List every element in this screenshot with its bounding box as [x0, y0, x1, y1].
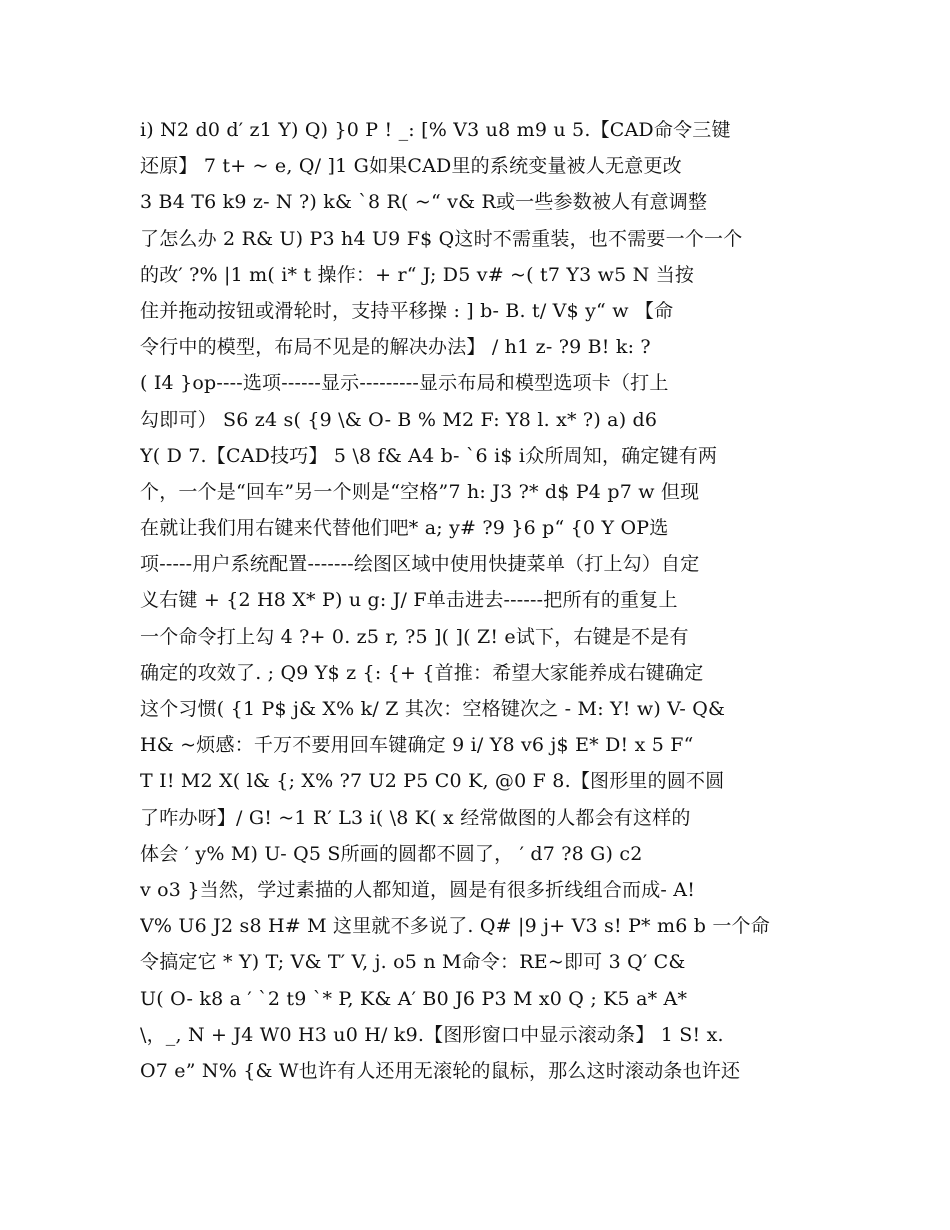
text-line-2: 还原】 7 t+ ~ e, Q/ ]1 G如果CAD里的系统变量被人无意更改: [140, 155, 682, 178]
text-line-15: 一个命令打上勾 4 ?+ 0. z5 r, ?5 ]( ]( Z! e试下，右键是不是有: [140, 625, 689, 648]
text-line-17: 这个习惯( {1 P$ j& X% k/ Z 其次：空格键次之 - M: Y! w) V- Q&: [140, 698, 726, 720]
text-line-3: 3 B4 T6 k9 z- N ?) k& `8 R( ~“ v& R或一些参数被人有意调整: [140, 191, 708, 214]
text-line-20: 了咋办呀】/ G! ~1 R′ L3 i( \8 K( x 经常做图的人都会有这样的: [140, 806, 691, 829]
text-line-8: ( I4 }op----选项------显示---------显示布局和模型选项卡（打上: [140, 372, 669, 395]
text-line-23: V% U6 J2 s8 H# M 这里就不多说了. Q# |9 j+ V3 s! P* m6 b 一个命: [140, 915, 770, 938]
text-line-9: 勾即可） S6 z4 s( {9 \& O- B % M2 F: Y8 l. x* ?) a) d6: [140, 408, 658, 431]
text-line-13: 项-----用户系统配置-------绘图区域中使用快捷菜单（打上勾）自定: [140, 553, 700, 576]
document-body: [140, 112, 812, 1089]
text-line-1: i) N2 d0 d′ z1 Y) Q) }0 P ! _: [% V3 u8 m9 u 5.【CAD命令三键: [140, 119, 731, 141]
text-line-10: Y( D 7.【CAD技巧】 5 \8 f& A4 b- `6 i$ i众所周知，确定键有两: [140, 444, 718, 467]
text-line-14: 义右键 + {2 H8 X* P) u g: J/ F单击进去------把所有的重复上: [140, 589, 678, 612]
text-line-25: U( O- k8 a ′ `2 t9 `* P, K& A′ B0 J6 P3 M x0 Q ; K5 a* A*: [140, 987, 688, 1010]
text-line-4: 了怎么办 2 R& U) P3 h4 U9 F$ Q这时不需重装，也不需要一个一个: [140, 227, 743, 250]
text-line-21: 体会 ′ y% M) U- Q5 S所画的圆都不圆了， ′ d7 ?8 G) c2: [140, 842, 643, 865]
text-line-7: 令行中的模型，布局不见是的解决办法】 / h1 z- ?9 B! k: ?: [140, 336, 651, 359]
text-line-11: 个，一个是“回车”另一个则是“空格”7 h: J3 ?* d$ P4 p7 w 但现: [140, 480, 700, 503]
text-line-19: T I! M2 X( l& {; X% ?7 U2 P5 C0 K, @0 F 8.【图形里的圆不圆: [140, 770, 725, 793]
text-line-6: 住并拖动按钮或滑轮时，支持平移操 : ] b- B. t/ V$ y“ w 【命: [140, 299, 674, 322]
text-line-16: 确定的攻效了. ; Q9 Y$ z {: {+ {首推：希望大家能养成右键确定: [140, 661, 704, 684]
text-line-27: O7 e” N% {& W也许有人还用无滚轮的鼠标，那么这时滚动条也许还: [140, 1059, 741, 1082]
text-line-24: 令搞定它 * Y) T; V& T′ V, j. o5 n M命令：RE~即可 3 Q′ C&: [140, 951, 686, 974]
text-line-18: H& ~烦感：千万不要用回车键确定 9 i/ Y8 v6 j$ E* D! x 5 F“: [140, 734, 694, 757]
text-line-26: \，_, N + J4 W0 H3 u0 H/ k9.【图形窗口中显示滚动条】 1 S! x.: [140, 1023, 724, 1046]
text-line-12: 在就让我们用右键来代替他们吧* a; y# ?9 }6 p“ {0 Y OP选: [140, 517, 669, 540]
text-line-22: v o3 }当然，学过素描的人都知道，圆是有很多折线组合而成- A!: [140, 878, 696, 901]
text-line-5: 的改′ ?% |1 m( i* t 操作：+ r“ J; D5 v# ~( t7 Y3 w5 N 当按: [140, 263, 695, 286]
